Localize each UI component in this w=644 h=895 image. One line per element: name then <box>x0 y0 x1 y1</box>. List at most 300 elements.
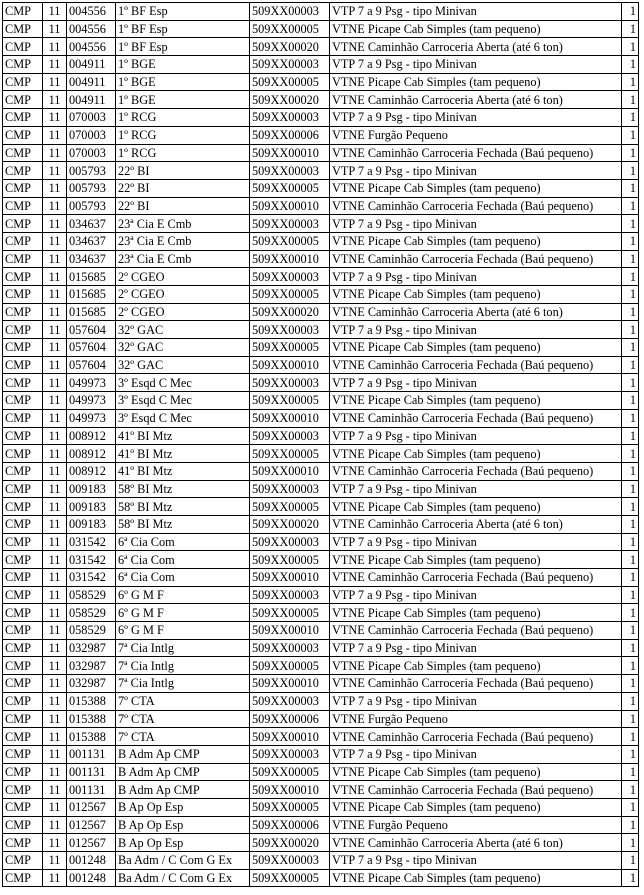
item-code-cell: 509XX00003 <box>250 3 330 21</box>
region-cell: 11 <box>43 869 67 887</box>
region-cell: 11 <box>43 533 67 551</box>
unit-code-cell: 001248 <box>67 852 116 870</box>
unit-code-cell: 049973 <box>67 409 116 427</box>
unit-name-cell: 23ª Cia E Cmb <box>116 215 250 233</box>
item-code-cell: 509XX00020 <box>250 38 330 56</box>
unit-name-cell: 2º CGEO <box>116 303 250 321</box>
unit-name-cell: Ba Adm / C Com G Ex <box>116 869 250 887</box>
table-row <box>3 515 639 533</box>
item-code-cell: 509XX00006 <box>250 710 330 728</box>
table-row <box>3 427 639 445</box>
unit-code-cell: 005793 <box>67 179 116 197</box>
command-cell: CMP <box>3 3 43 21</box>
item-code-cell: 509XX00005 <box>250 20 330 38</box>
region-cell: 11 <box>43 20 67 38</box>
quantity-cell: 1 <box>622 109 639 127</box>
region-cell: 11 <box>43 551 67 569</box>
unit-code-cell: 070003 <box>67 144 116 162</box>
item-code-cell: 509XX00003 <box>250 692 330 710</box>
command-cell: CMP <box>3 533 43 551</box>
command-cell: CMP <box>3 56 43 74</box>
region-cell: 11 <box>43 126 67 144</box>
unit-name-cell: 41º BI Mtz <box>116 427 250 445</box>
unit-code-cell: 005793 <box>67 197 116 215</box>
item-code-cell: 509XX00010 <box>250 622 330 640</box>
unit-name-cell: 58º BI Mtz <box>116 480 250 498</box>
unit-name-cell: 1º BGE <box>116 56 250 74</box>
table-row <box>3 392 639 410</box>
quantity-cell: 1 <box>622 781 639 799</box>
table-row <box>3 798 639 816</box>
command-cell: CMP <box>3 250 43 268</box>
table-row <box>3 710 639 728</box>
quantity-cell: 1 <box>622 462 639 480</box>
item-code-cell: 509XX00003 <box>250 745 330 763</box>
item-code-cell: 509XX00010 <box>250 250 330 268</box>
vehicle-description-cell: VTP 7 a 9 Psg - tipo Minivan <box>330 692 622 710</box>
table-row <box>3 38 639 56</box>
quantity-cell: 1 <box>622 852 639 870</box>
quantity-cell: 1 <box>622 639 639 657</box>
quantity-cell: 1 <box>622 232 639 250</box>
region-cell: 11 <box>43 392 67 410</box>
unit-code-cell: 004911 <box>67 91 116 109</box>
unit-name-cell: 1º RCG <box>116 126 250 144</box>
item-code-cell: 509XX00003 <box>250 586 330 604</box>
item-code-cell: 509XX00005 <box>250 604 330 622</box>
unit-code-cell: 031542 <box>67 551 116 569</box>
command-cell: CMP <box>3 232 43 250</box>
region-cell: 11 <box>43 480 67 498</box>
item-code-cell: 509XX00010 <box>250 356 330 374</box>
region-cell: 11 <box>43 622 67 640</box>
vehicle-description-cell: VTNE Caminhão Carroceria Fechada (Baú pequeno) <box>330 728 622 746</box>
vehicle-description-cell: VTNE Caminhão Carroceria Aberta (até 6 ton) <box>330 515 622 533</box>
quantity-cell: 1 <box>622 286 639 304</box>
unit-name-cell: 7º CTA <box>116 710 250 728</box>
command-cell: CMP <box>3 286 43 304</box>
command-cell: CMP <box>3 852 43 870</box>
region-cell: 11 <box>43 179 67 197</box>
vehicle-description-cell: VTP 7 a 9 Psg - tipo Minivan <box>330 852 622 870</box>
item-code-cell: 509XX00010 <box>250 675 330 693</box>
vehicle-description-cell: VTNE Picape Cab Simples (tam pequeno) <box>330 339 622 357</box>
item-code-cell: 509XX00005 <box>250 657 330 675</box>
unit-name-cell: 58º BI Mtz <box>116 515 250 533</box>
vehicle-description-cell: VTNE Caminhão Carroceria Aberta (até 6 ton) <box>330 303 622 321</box>
unit-code-cell: 031542 <box>67 533 116 551</box>
vehicle-description-cell: VTNE Caminhão Carroceria Fechada (Baú pequeno) <box>330 144 622 162</box>
command-cell: CMP <box>3 569 43 587</box>
unit-name-cell: 6ª Cia Com <box>116 533 250 551</box>
region-cell: 11 <box>43 303 67 321</box>
quantity-cell: 1 <box>622 816 639 834</box>
command-cell: CMP <box>3 657 43 675</box>
region-cell: 11 <box>43 197 67 215</box>
unit-code-cell: 015388 <box>67 692 116 710</box>
unit-code-cell: 057604 <box>67 321 116 339</box>
unit-name-cell: 23ª Cia E Cmb <box>116 250 250 268</box>
region-cell: 11 <box>43 409 67 427</box>
region-cell: 11 <box>43 91 67 109</box>
quantity-cell: 1 <box>622 126 639 144</box>
table-row <box>3 268 639 286</box>
table-row <box>3 3 639 21</box>
vehicle-description-cell: VTNE Caminhão Carroceria Aberta (até 6 ton) <box>330 834 622 852</box>
item-code-cell: 509XX00003 <box>250 56 330 74</box>
item-code-cell: 509XX00020 <box>250 91 330 109</box>
unit-code-cell: 049973 <box>67 374 116 392</box>
vehicle-description-cell: VTP 7 a 9 Psg - tipo Minivan <box>330 162 622 180</box>
unit-code-cell: 004556 <box>67 20 116 38</box>
unit-name-cell: Ba Adm / C Com G Ex <box>116 852 250 870</box>
command-cell: CMP <box>3 321 43 339</box>
item-code-cell: 509XX00005 <box>250 339 330 357</box>
unit-code-cell: 009183 <box>67 498 116 516</box>
vehicle-description-cell: VTP 7 a 9 Psg - tipo Minivan <box>330 374 622 392</box>
table-row <box>3 498 639 516</box>
quantity-cell: 1 <box>622 763 639 781</box>
command-cell: CMP <box>3 179 43 197</box>
vehicle-description-cell: VTNE Picape Cab Simples (tam pequeno) <box>330 286 622 304</box>
command-cell: CMP <box>3 869 43 887</box>
quantity-cell: 1 <box>622 162 639 180</box>
region-cell: 11 <box>43 321 67 339</box>
item-code-cell: 509XX00010 <box>250 197 330 215</box>
vehicle-description-cell: VTNE Picape Cab Simples (tam pequeno) <box>330 657 622 675</box>
command-cell: CMP <box>3 462 43 480</box>
unit-code-cell: 012567 <box>67 834 116 852</box>
command-cell: CMP <box>3 551 43 569</box>
item-code-cell: 509XX00003 <box>250 533 330 551</box>
table-row <box>3 586 639 604</box>
vehicle-description-cell: VTNE Caminhão Carroceria Fechada (Baú pequeno) <box>330 781 622 799</box>
unit-name-cell: 41º BI Mtz <box>116 445 250 463</box>
unit-name-cell: 3º Esqd C Mec <box>116 392 250 410</box>
table-row <box>3 781 639 799</box>
table-row <box>3 126 639 144</box>
region-cell: 11 <box>43 834 67 852</box>
table-row <box>3 675 639 693</box>
quantity-cell: 1 <box>622 480 639 498</box>
quantity-cell: 1 <box>622 692 639 710</box>
unit-code-cell: 009183 <box>67 480 116 498</box>
quantity-cell: 1 <box>622 20 639 38</box>
command-cell: CMP <box>3 692 43 710</box>
command-cell: CMP <box>3 639 43 657</box>
quantity-cell: 1 <box>622 675 639 693</box>
unit-code-cell: 015388 <box>67 710 116 728</box>
unit-code-cell: 058529 <box>67 604 116 622</box>
region-cell: 11 <box>43 498 67 516</box>
table-row <box>3 816 639 834</box>
unit-name-cell: B Ap Op Esp <box>116 798 250 816</box>
region-cell: 11 <box>43 162 67 180</box>
unit-code-cell: 004556 <box>67 38 116 56</box>
region-cell: 11 <box>43 73 67 91</box>
unit-code-cell: 034637 <box>67 250 116 268</box>
quantity-cell: 1 <box>622 409 639 427</box>
table-row <box>3 20 639 38</box>
item-code-cell: 509XX00005 <box>250 286 330 304</box>
quantity-cell: 1 <box>622 56 639 74</box>
table-row <box>3 144 639 162</box>
unit-name-cell: 7º CTA <box>116 728 250 746</box>
quantity-cell: 1 <box>622 144 639 162</box>
table-row <box>3 250 639 268</box>
item-code-cell: 509XX00020 <box>250 834 330 852</box>
unit-code-cell: 058529 <box>67 622 116 640</box>
table-row <box>3 604 639 622</box>
unit-name-cell: 6º G M F <box>116 586 250 604</box>
quantity-cell: 1 <box>622 445 639 463</box>
command-cell: CMP <box>3 303 43 321</box>
vehicle-description-cell: VTP 7 a 9 Psg - tipo Minivan <box>330 321 622 339</box>
command-cell: CMP <box>3 215 43 233</box>
unit-name-cell: 32º GAC <box>116 339 250 357</box>
item-code-cell: 509XX00003 <box>250 480 330 498</box>
unit-code-cell: 001131 <box>67 745 116 763</box>
quantity-cell: 1 <box>622 622 639 640</box>
quantity-cell: 1 <box>622 215 639 233</box>
item-code-cell: 509XX00005 <box>250 73 330 91</box>
command-cell: CMP <box>3 392 43 410</box>
quantity-cell: 1 <box>622 392 639 410</box>
region-cell: 11 <box>43 268 67 286</box>
quantity-cell: 1 <box>622 869 639 887</box>
unit-code-cell: 032987 <box>67 675 116 693</box>
item-code-cell: 509XX00005 <box>250 498 330 516</box>
unit-name-cell: B Adm Ap CMP <box>116 763 250 781</box>
item-code-cell: 509XX00005 <box>250 445 330 463</box>
quantity-cell: 1 <box>622 356 639 374</box>
unit-code-cell: 012567 <box>67 816 116 834</box>
quantity-cell: 1 <box>622 3 639 21</box>
item-code-cell: 509XX00010 <box>250 728 330 746</box>
quantity-cell: 1 <box>622 569 639 587</box>
vehicle-description-cell: VTNE Caminhão Carroceria Fechada (Baú pequeno) <box>330 250 622 268</box>
unit-name-cell: B Ap Op Esp <box>116 816 250 834</box>
region-cell: 11 <box>43 781 67 799</box>
quantity-cell: 1 <box>622 339 639 357</box>
item-code-cell: 509XX00005 <box>250 763 330 781</box>
unit-code-cell: 049973 <box>67 392 116 410</box>
vehicle-description-cell: VTNE Caminhão Carroceria Fechada (Baú pequeno) <box>330 675 622 693</box>
table-row <box>3 639 639 657</box>
table-row <box>3 728 639 746</box>
unit-name-cell: 2º CGEO <box>116 268 250 286</box>
unit-code-cell: 001131 <box>67 781 116 799</box>
vehicle-description-cell: VTNE Picape Cab Simples (tam pequeno) <box>330 869 622 887</box>
quantity-cell: 1 <box>622 374 639 392</box>
quantity-cell: 1 <box>622 798 639 816</box>
unit-code-cell: 012567 <box>67 798 116 816</box>
vehicle-description-cell: VTNE Picape Cab Simples (tam pequeno) <box>330 73 622 91</box>
quantity-cell: 1 <box>622 427 639 445</box>
unit-code-cell: 008912 <box>67 462 116 480</box>
region-cell: 11 <box>43 356 67 374</box>
region-cell: 11 <box>43 144 67 162</box>
quantity-cell: 1 <box>622 38 639 56</box>
unit-name-cell: 32º GAC <box>116 356 250 374</box>
vehicle-description-cell: VTNE Caminhão Carroceria Fechada (Baú pequeno) <box>330 356 622 374</box>
command-cell: CMP <box>3 268 43 286</box>
quantity-cell: 1 <box>622 268 639 286</box>
unit-name-cell: 1º BGE <box>116 91 250 109</box>
table-row <box>3 852 639 870</box>
quantity-cell: 1 <box>622 551 639 569</box>
unit-code-cell: 034637 <box>67 232 116 250</box>
quantity-cell: 1 <box>622 179 639 197</box>
table-row <box>3 374 639 392</box>
item-code-cell: 509XX00010 <box>250 781 330 799</box>
vehicle-description-cell: VTP 7 a 9 Psg - tipo Minivan <box>330 215 622 233</box>
table-row <box>3 73 639 91</box>
quantity-cell: 1 <box>622 250 639 268</box>
vehicle-description-cell: VTNE Caminhão Carroceria Aberta (até 6 ton) <box>330 91 622 109</box>
unit-code-cell: 015388 <box>67 728 116 746</box>
unit-code-cell: 057604 <box>67 356 116 374</box>
table-row <box>3 834 639 852</box>
table-row <box>3 480 639 498</box>
table-row <box>3 657 639 675</box>
vehicle-description-cell: VTP 7 a 9 Psg - tipo Minivan <box>330 745 622 763</box>
unit-code-cell: 008912 <box>67 427 116 445</box>
table-row <box>3 109 639 127</box>
command-cell: CMP <box>3 745 43 763</box>
vehicle-description-cell: VTNE Caminhão Carroceria Fechada (Baú pequeno) <box>330 622 622 640</box>
region-cell: 11 <box>43 427 67 445</box>
table-row <box>3 232 639 250</box>
unit-name-cell: 6ª Cia Com <box>116 569 250 587</box>
command-cell: CMP <box>3 710 43 728</box>
command-cell: CMP <box>3 374 43 392</box>
quantity-cell: 1 <box>622 745 639 763</box>
region-cell: 11 <box>43 569 67 587</box>
item-code-cell: 509XX00003 <box>250 162 330 180</box>
quantity-cell: 1 <box>622 604 639 622</box>
table-row <box>3 286 639 304</box>
unit-code-cell: 004556 <box>67 3 116 21</box>
command-cell: CMP <box>3 763 43 781</box>
item-code-cell: 509XX00005 <box>250 551 330 569</box>
unit-name-cell: 6º G M F <box>116 604 250 622</box>
unit-name-cell: B Ap Op Esp <box>116 834 250 852</box>
vehicle-description-cell: VTNE Furgão Pequeno <box>330 710 622 728</box>
table-row <box>3 321 639 339</box>
unit-name-cell: 22º BI <box>116 179 250 197</box>
table-row <box>3 56 639 74</box>
item-code-cell: 509XX00005 <box>250 232 330 250</box>
unit-name-cell: 1º BF Esp <box>116 38 250 56</box>
unit-name-cell: 22º BI <box>116 162 250 180</box>
vehicle-description-cell: VTP 7 a 9 Psg - tipo Minivan <box>330 427 622 445</box>
unit-name-cell: 1º BF Esp <box>116 3 250 21</box>
table-row <box>3 763 639 781</box>
unit-name-cell: 3º Esqd C Mec <box>116 409 250 427</box>
unit-code-cell: 058529 <box>67 586 116 604</box>
quantity-cell: 1 <box>622 728 639 746</box>
command-cell: CMP <box>3 515 43 533</box>
table-row <box>3 622 639 640</box>
region-cell: 11 <box>43 710 67 728</box>
command-cell: CMP <box>3 91 43 109</box>
command-cell: CMP <box>3 498 43 516</box>
unit-code-cell: 070003 <box>67 109 116 127</box>
region-cell: 11 <box>43 816 67 834</box>
region-cell: 11 <box>43 339 67 357</box>
vehicle-description-cell: VTP 7 a 9 Psg - tipo Minivan <box>330 533 622 551</box>
unit-code-cell: 015685 <box>67 303 116 321</box>
vehicle-description-cell: VTNE Furgão Pequeno <box>330 816 622 834</box>
region-cell: 11 <box>43 745 67 763</box>
command-cell: CMP <box>3 20 43 38</box>
quantity-cell: 1 <box>622 303 639 321</box>
command-cell: CMP <box>3 798 43 816</box>
unit-code-cell: 001248 <box>67 869 116 887</box>
vehicle-description-cell: VTNE Picape Cab Simples (tam pequeno) <box>330 798 622 816</box>
command-cell: CMP <box>3 144 43 162</box>
command-cell: CMP <box>3 38 43 56</box>
region-cell: 11 <box>43 763 67 781</box>
table-row <box>3 869 639 887</box>
item-code-cell: 509XX00005 <box>250 798 330 816</box>
item-code-cell: 509XX00010 <box>250 462 330 480</box>
table-row <box>3 551 639 569</box>
command-cell: CMP <box>3 445 43 463</box>
unit-name-cell: 41º BI Mtz <box>116 462 250 480</box>
vehicle-description-cell: VTNE Picape Cab Simples (tam pequeno) <box>330 20 622 38</box>
table-row <box>3 91 639 109</box>
unit-code-cell: 031542 <box>67 569 116 587</box>
item-code-cell: 509XX00005 <box>250 179 330 197</box>
unit-code-cell: 032987 <box>67 639 116 657</box>
item-code-cell: 509XX00010 <box>250 409 330 427</box>
region-cell: 11 <box>43 675 67 693</box>
vehicle-description-cell: VTNE Caminhão Carroceria Fechada (Baú pequeno) <box>330 569 622 587</box>
unit-name-cell: 7º CTA <box>116 692 250 710</box>
command-cell: CMP <box>3 197 43 215</box>
region-cell: 11 <box>43 109 67 127</box>
unit-name-cell: 6º G M F <box>116 622 250 640</box>
quantity-cell: 1 <box>622 657 639 675</box>
item-code-cell: 509XX00005 <box>250 392 330 410</box>
vehicle-description-cell: VTNE Caminhão Carroceria Fechada (Baú pequeno) <box>330 197 622 215</box>
region-cell: 11 <box>43 445 67 463</box>
quantity-cell: 1 <box>622 834 639 852</box>
quantity-cell: 1 <box>622 710 639 728</box>
region-cell: 11 <box>43 515 67 533</box>
region-cell: 11 <box>43 798 67 816</box>
unit-code-cell: 009183 <box>67 515 116 533</box>
unit-name-cell: 3º Esqd C Mec <box>116 374 250 392</box>
region-cell: 11 <box>43 38 67 56</box>
vehicle-allocation-table <box>2 2 639 887</box>
region-cell: 11 <box>43 374 67 392</box>
table-row <box>3 533 639 551</box>
quantity-cell: 1 <box>622 586 639 604</box>
unit-code-cell: 005793 <box>67 162 116 180</box>
quantity-cell: 1 <box>622 498 639 516</box>
unit-name-cell: B Adm Ap CMP <box>116 781 250 799</box>
command-cell: CMP <box>3 586 43 604</box>
unit-code-cell: 015685 <box>67 268 116 286</box>
item-code-cell: 509XX00003 <box>250 427 330 445</box>
table-row <box>3 215 639 233</box>
command-cell: CMP <box>3 409 43 427</box>
unit-code-cell: 057604 <box>67 339 116 357</box>
unit-name-cell: 6ª Cia Com <box>116 551 250 569</box>
